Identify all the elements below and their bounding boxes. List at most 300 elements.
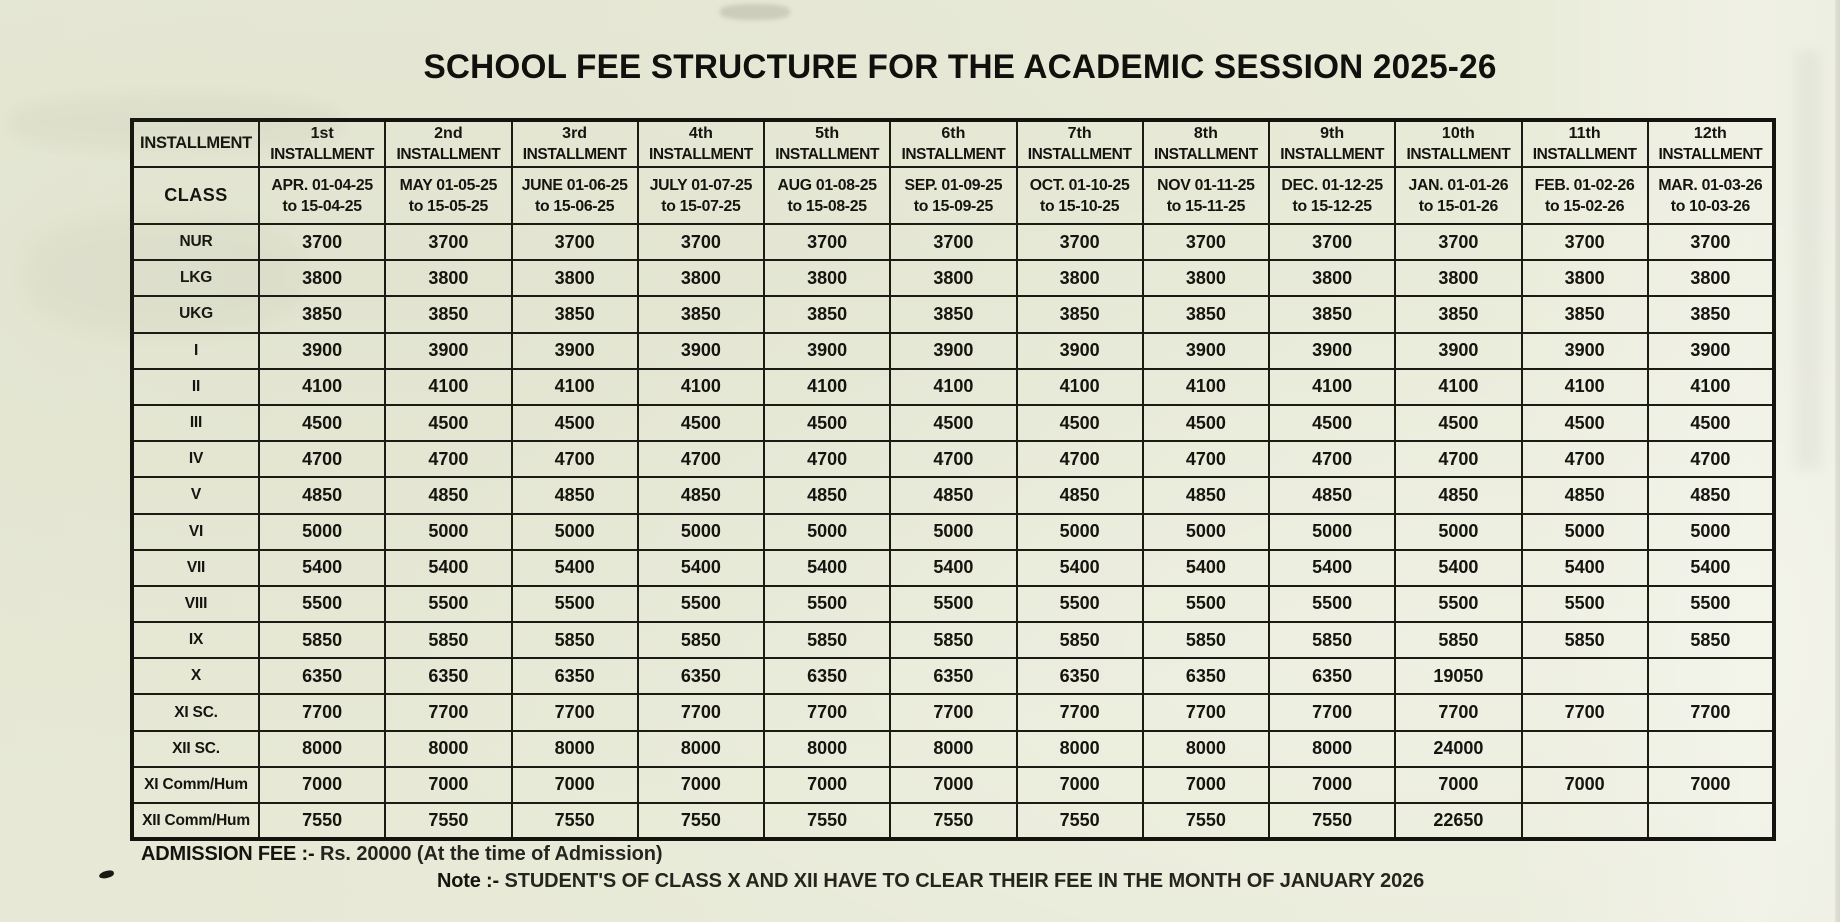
fee-cell: 5400 xyxy=(259,550,385,586)
fee-cell: 4700 xyxy=(1269,441,1395,477)
fee-cell xyxy=(1522,658,1648,694)
table-row xyxy=(132,477,1774,513)
period-end: to 15-11-25 xyxy=(1166,197,1246,215)
fee-cell: 3900 xyxy=(1143,333,1269,369)
fee-cell: 4500 xyxy=(1522,405,1648,441)
fee-cell: 4850 xyxy=(1017,477,1143,513)
table-row xyxy=(132,586,1774,622)
fee-cell: 7000 xyxy=(1395,767,1521,803)
fee-cell: 4850 xyxy=(1395,477,1521,513)
period-header-9th xyxy=(1269,167,1395,224)
table-row xyxy=(132,731,1774,767)
fee-cell: 5500 xyxy=(1143,586,1269,622)
class-label: IX xyxy=(132,622,259,658)
fee-cell: 4850 xyxy=(385,477,511,513)
period-header-1st xyxy=(259,167,385,224)
fee-cell: 3700 xyxy=(638,224,764,260)
fee-cell: 5500 xyxy=(1017,586,1143,622)
fee-cell: 7000 xyxy=(1522,767,1648,803)
fee-cell xyxy=(1648,658,1774,694)
fee-cell: 7700 xyxy=(1648,694,1774,730)
period-start: NOV 01-11-25 xyxy=(1157,176,1255,194)
fee-cell: 4500 xyxy=(512,405,638,441)
fee-cell: 3850 xyxy=(1395,296,1521,332)
period-header-6th xyxy=(890,167,1016,224)
fee-cell: 4100 xyxy=(1143,369,1269,405)
fee-cell: 4100 xyxy=(890,369,1016,405)
fee-cell: 3850 xyxy=(638,296,764,332)
fee-cell: 3900 xyxy=(638,333,764,369)
fee-cell: 3700 xyxy=(764,224,890,260)
fee-cell: 4700 xyxy=(638,441,764,477)
fee-cell: 6350 xyxy=(1143,658,1269,694)
fee-cell: 5850 xyxy=(259,622,385,658)
fee-cell: 4700 xyxy=(890,441,1016,477)
fee-cell: 3850 xyxy=(764,296,890,332)
fee-cell: 5500 xyxy=(638,586,764,622)
fee-cell: 8000 xyxy=(1017,731,1143,767)
fee-cell: 5500 xyxy=(1648,586,1774,622)
installment-ordinal: 6th xyxy=(941,125,966,142)
fee-cell: 4500 xyxy=(1395,405,1521,441)
installment-ordinal: 4th xyxy=(688,125,713,142)
fee-cell: 3900 xyxy=(1395,333,1521,369)
fee-cell: 3900 xyxy=(259,333,385,369)
class-label: X xyxy=(132,658,259,694)
fee-cell: 5000 xyxy=(385,514,511,550)
fee-cell: 22650 xyxy=(1395,803,1521,839)
fee-cell: 3800 xyxy=(1143,260,1269,296)
fee-cell: 3800 xyxy=(385,260,511,296)
fee-cell: 3800 xyxy=(764,260,890,296)
fee-cell: 4100 xyxy=(764,369,890,405)
fee-cell: 4700 xyxy=(512,441,638,477)
period-start: JUNE 01-06-25 xyxy=(521,176,628,194)
fee-cell: 4700 xyxy=(259,441,385,477)
fee-cell: 3850 xyxy=(1648,296,1774,332)
class-label: LKG xyxy=(132,260,259,296)
admission-fee-label: ADMISSION FEE :- xyxy=(141,843,315,865)
class-label: XI SC. xyxy=(132,694,259,730)
table-row xyxy=(132,550,1774,586)
header-row-periods xyxy=(132,167,1774,224)
fee-cell: 4500 xyxy=(259,405,385,441)
table-row xyxy=(132,622,1774,658)
corner-installment-header: INSTALLMENT xyxy=(132,120,259,167)
table-row xyxy=(132,224,1774,260)
class-label: II xyxy=(132,369,259,405)
fee-cell: 7700 xyxy=(259,694,385,730)
fee-cell: 4850 xyxy=(1648,477,1774,513)
fee-cell: 3900 xyxy=(1017,333,1143,369)
class-label: XI Comm/Hum xyxy=(132,767,259,803)
fee-cell: 4700 xyxy=(1143,441,1269,477)
fee-cell: 5850 xyxy=(385,622,511,658)
fee-cell: 4700 xyxy=(385,441,511,477)
fee-cell: 3900 xyxy=(1269,333,1395,369)
fee-cell: 4500 xyxy=(1017,405,1143,441)
table-row xyxy=(132,658,1774,694)
fee-cell: 4700 xyxy=(764,441,890,477)
fee-cell: 3800 xyxy=(1269,260,1395,296)
fee-cell: 3850 xyxy=(259,296,385,332)
installment-ordinal: 1st xyxy=(310,125,334,142)
fee-cell: 3700 xyxy=(1143,224,1269,260)
fee-cell: 7000 xyxy=(890,767,1016,803)
table-row xyxy=(132,369,1774,405)
period-end: to 15-02-26 xyxy=(1545,197,1625,215)
fee-cell xyxy=(1522,803,1648,839)
installment-ordinal: 5th xyxy=(815,125,840,142)
installment-ordinal: 7th xyxy=(1067,125,1092,142)
fee-cell: 5400 xyxy=(764,550,890,586)
installment-ordinal: 2nd xyxy=(434,125,463,142)
fee-cell: 5400 xyxy=(1395,550,1521,586)
fee-cell: 5850 xyxy=(764,622,890,658)
period-start: SEP. 01-09-25 xyxy=(904,176,1003,194)
period-end: to 15-07-25 xyxy=(661,197,741,215)
fee-cell: 4100 xyxy=(1522,369,1648,405)
installment-header-8th xyxy=(1143,120,1269,167)
fee-cell: 7550 xyxy=(259,803,385,839)
fee-cell: 5500 xyxy=(512,586,638,622)
fee-cell: 4850 xyxy=(1522,477,1648,513)
fee-cell: 4700 xyxy=(1395,441,1521,477)
fee-cell: 3700 xyxy=(1017,224,1143,260)
fee-cell: 4500 xyxy=(764,405,890,441)
fee-cell: 3900 xyxy=(890,333,1016,369)
fee-cell: 7550 xyxy=(764,803,890,839)
fee-cell: 7700 xyxy=(385,694,511,730)
period-header-11th xyxy=(1522,167,1648,224)
fee-cell: 5850 xyxy=(1648,622,1774,658)
fee-cell: 5000 xyxy=(512,514,638,550)
fee-cell: 7000 xyxy=(1143,767,1269,803)
admission-fee-text: Rs. 20000 (At the time of Admission) xyxy=(320,843,663,865)
fee-cell: 3800 xyxy=(638,260,764,296)
period-end: to 15-04-25 xyxy=(282,197,362,215)
fee-cell: 5400 xyxy=(1648,550,1774,586)
fee-cell: 4850 xyxy=(638,477,764,513)
fee-cell: 5850 xyxy=(890,622,1016,658)
fee-cell: 5400 xyxy=(1522,550,1648,586)
fee-cell: 7000 xyxy=(638,767,764,803)
fee-cell: 3800 xyxy=(1017,260,1143,296)
period-header-8th xyxy=(1143,167,1269,224)
scan-bleed-artifact xyxy=(720,4,790,20)
admission-fee-note xyxy=(141,843,662,866)
installment-label: INSTALLMENT xyxy=(1658,146,1763,163)
fee-cell: 3900 xyxy=(385,333,511,369)
note-text: STUDENT'S OF CLASS X AND XII HAVE TO CLEAR THEIR FEE IN THE MONTH OF JANUARY 2026 xyxy=(504,870,1425,892)
period-start: JAN. 01-01-26 xyxy=(1408,176,1509,194)
fee-cell: 7700 xyxy=(1269,694,1395,730)
period-end: to 15-10-25 xyxy=(1040,197,1120,215)
table-row xyxy=(132,333,1774,369)
fee-cell: 7000 xyxy=(385,767,511,803)
fee-cell: 4850 xyxy=(259,477,385,513)
fee-cell: 3700 xyxy=(1522,224,1648,260)
fee-cell: 7550 xyxy=(890,803,1016,839)
period-start: JULY 01-07-25 xyxy=(649,176,753,194)
fee-cell: 3850 xyxy=(1017,296,1143,332)
fee-cell: 5000 xyxy=(1648,514,1774,550)
period-header-2nd xyxy=(385,167,511,224)
period-start: OCT. 01-10-25 xyxy=(1029,176,1130,194)
page-title: SCHOOL FEE STRUCTURE FOR THE ACADEMIC SESSION 2025-26 xyxy=(423,48,1497,86)
fee-cell: 7700 xyxy=(1017,694,1143,730)
fee-cell: 6350 xyxy=(512,658,638,694)
fee-cell: 3800 xyxy=(1395,260,1521,296)
fee-cell: 6350 xyxy=(638,658,764,694)
fee-cell: 4100 xyxy=(259,369,385,405)
fee-cell: 5000 xyxy=(1017,514,1143,550)
fee-cell: 3900 xyxy=(764,333,890,369)
fee-cell: 4850 xyxy=(1269,477,1395,513)
fee-cell: 8000 xyxy=(259,731,385,767)
fee-cell: 4100 xyxy=(1395,369,1521,405)
header-row-installments xyxy=(132,120,1774,167)
class-label: XII SC. xyxy=(132,731,259,767)
fee-cell: 7700 xyxy=(512,694,638,730)
fee-cell: 4100 xyxy=(638,369,764,405)
fee-cell: 5500 xyxy=(764,586,890,622)
table-row xyxy=(132,767,1774,803)
fee-cell: 3900 xyxy=(1522,333,1648,369)
fee-cell: 5400 xyxy=(512,550,638,586)
fee-cell: 5400 xyxy=(1017,550,1143,586)
fee-cell: 4700 xyxy=(1522,441,1648,477)
fee-cell: 7550 xyxy=(385,803,511,839)
class-label: IV xyxy=(132,441,259,477)
fee-cell: 3700 xyxy=(1395,224,1521,260)
fee-cell: 5850 xyxy=(512,622,638,658)
period-start: MAY 01-05-25 xyxy=(399,176,498,194)
period-header-3rd xyxy=(512,167,638,224)
class-label: VI xyxy=(132,514,259,550)
installment-label: INSTALLMENT xyxy=(1027,146,1132,163)
fee-cell: 8000 xyxy=(890,731,1016,767)
fee-cell: 7700 xyxy=(638,694,764,730)
fee-cell: 4100 xyxy=(385,369,511,405)
installment-label: INSTALLMENT xyxy=(775,146,880,163)
fee-cell: 19050 xyxy=(1395,658,1521,694)
installment-label: INSTALLMENT xyxy=(1280,146,1385,163)
fee-cell: 3700 xyxy=(890,224,1016,260)
installment-ordinal: 8th xyxy=(1193,125,1218,142)
fee-cell: 4100 xyxy=(1648,369,1774,405)
installment-header-4th xyxy=(638,120,764,167)
fee-cell: 7550 xyxy=(1017,803,1143,839)
fee-cell: 5850 xyxy=(638,622,764,658)
period-end: to 10-03-26 xyxy=(1670,197,1750,215)
fee-cell: 6350 xyxy=(385,658,511,694)
fee-cell: 4500 xyxy=(1648,405,1774,441)
installment-label: INSTALLMENT xyxy=(522,146,627,163)
fee-cell: 8000 xyxy=(512,731,638,767)
fee-cell: 4500 xyxy=(890,405,1016,441)
installment-header-3rd xyxy=(512,120,638,167)
fee-cell: 5400 xyxy=(890,550,1016,586)
fee-cell: 4500 xyxy=(1143,405,1269,441)
fee-cell: 4100 xyxy=(512,369,638,405)
class-label: VII xyxy=(132,550,259,586)
installment-header-7th xyxy=(1017,120,1143,167)
fee-cell: 4700 xyxy=(1017,441,1143,477)
page-edge-artifact xyxy=(1835,0,1840,922)
fee-cell: 6350 xyxy=(1017,658,1143,694)
fee-cell: 5000 xyxy=(1522,514,1648,550)
fee-cell: 7700 xyxy=(1143,694,1269,730)
fee-cell: 6350 xyxy=(890,658,1016,694)
fee-cell: 7000 xyxy=(512,767,638,803)
fee-cell: 7700 xyxy=(890,694,1016,730)
fee-cell: 5000 xyxy=(1269,514,1395,550)
fee-cell: 8000 xyxy=(638,731,764,767)
fee-cell: 7000 xyxy=(1269,767,1395,803)
period-end: to 15-09-25 xyxy=(913,197,993,215)
table-row xyxy=(132,405,1774,441)
fee-cell: 4500 xyxy=(638,405,764,441)
period-end: to 15-05-25 xyxy=(408,197,488,215)
fee-cell: 3850 xyxy=(1522,296,1648,332)
fee-cell: 4500 xyxy=(385,405,511,441)
fee-cell: 3850 xyxy=(1269,296,1395,332)
fee-cell: 4850 xyxy=(1143,477,1269,513)
fee-cell: 5400 xyxy=(385,550,511,586)
fee-cell: 5500 xyxy=(890,586,1016,622)
installment-label: INSTALLMENT xyxy=(1406,146,1511,163)
installment-label: INSTALLMENT xyxy=(1532,146,1637,163)
fee-cell: 8000 xyxy=(1143,731,1269,767)
installment-label: INSTALLMENT xyxy=(901,146,1006,163)
fee-cell: 5850 xyxy=(1269,622,1395,658)
fee-cell: 4850 xyxy=(764,477,890,513)
table-row xyxy=(132,441,1774,477)
fee-cell: 5000 xyxy=(890,514,1016,550)
fee-cell: 3850 xyxy=(1143,296,1269,332)
installment-header-12th xyxy=(1648,120,1774,167)
fee-cell: 5500 xyxy=(1269,586,1395,622)
fee-cell: 3700 xyxy=(1648,224,1774,260)
fee-cell: 5400 xyxy=(1143,550,1269,586)
table-row xyxy=(132,694,1774,730)
installment-header-5th xyxy=(764,120,890,167)
period-start: MAR. 01-03-26 xyxy=(1658,176,1763,194)
table-body xyxy=(132,224,1774,839)
fee-cell: 3850 xyxy=(512,296,638,332)
fee-cell: 3800 xyxy=(512,260,638,296)
fee-cell: 7000 xyxy=(764,767,890,803)
fee-cell: 3700 xyxy=(385,224,511,260)
installment-ordinal: 12th xyxy=(1693,125,1727,142)
period-start: AUG 01-08-25 xyxy=(777,176,877,194)
fee-cell: 5500 xyxy=(1522,586,1648,622)
fee-cell: 4100 xyxy=(1017,369,1143,405)
installment-ordinal: 11th xyxy=(1568,125,1601,142)
fee-cell xyxy=(1648,803,1774,839)
fee-structure-table xyxy=(130,118,1776,841)
fee-cell: 24000 xyxy=(1395,731,1521,767)
period-header-7th xyxy=(1017,167,1143,224)
fee-cell: 5500 xyxy=(259,586,385,622)
fee-cell: 7700 xyxy=(1395,694,1521,730)
period-start: FEB. 01-02-26 xyxy=(1534,176,1635,194)
fee-cell: 4850 xyxy=(512,477,638,513)
fee-cell: 7550 xyxy=(1143,803,1269,839)
installment-ordinal: 3rd xyxy=(562,125,588,142)
fee-cell: 6350 xyxy=(1269,658,1395,694)
fee-cell: 8000 xyxy=(764,731,890,767)
period-header-5th xyxy=(764,167,890,224)
class-label: V xyxy=(132,477,259,513)
class-label: VIII xyxy=(132,586,259,622)
class-label: I xyxy=(132,333,259,369)
installment-header-2nd xyxy=(385,120,511,167)
fee-cell: 3800 xyxy=(1522,260,1648,296)
table-row xyxy=(132,296,1774,332)
fee-cell: 7000 xyxy=(1648,767,1774,803)
table-row xyxy=(132,803,1774,839)
fee-cell: 3800 xyxy=(1648,260,1774,296)
period-end: to 15-08-25 xyxy=(787,197,867,215)
installment-header-9th xyxy=(1269,120,1395,167)
period-end: to 15-06-25 xyxy=(535,197,615,215)
table-row xyxy=(132,260,1774,296)
ink-speck-artifact xyxy=(98,870,114,880)
fee-cell: 3800 xyxy=(890,260,1016,296)
fee-cell: 6350 xyxy=(259,658,385,694)
installment-ordinal: 9th xyxy=(1320,125,1345,142)
corner-class-header: CLASS xyxy=(132,167,259,224)
period-start: DEC. 01-12-25 xyxy=(1281,176,1383,194)
fee-cell: 3850 xyxy=(385,296,511,332)
january-clearance-note xyxy=(437,870,1424,893)
fee-cell: 4850 xyxy=(890,477,1016,513)
period-end: to 15-01-26 xyxy=(1418,197,1498,215)
installment-header-10th xyxy=(1395,120,1521,167)
fee-cell xyxy=(1522,731,1648,767)
installment-label: INSTALLMENT xyxy=(270,146,375,163)
fee-cell: 6350 xyxy=(764,658,890,694)
class-label: III xyxy=(132,405,259,441)
fee-cell: 5400 xyxy=(1269,550,1395,586)
period-start: APR. 01-04-25 xyxy=(271,176,373,194)
fee-cell: 5000 xyxy=(1143,514,1269,550)
installment-label: INSTALLMENT xyxy=(396,146,501,163)
fee-cell: 5850 xyxy=(1143,622,1269,658)
fee-cell: 5500 xyxy=(1395,586,1521,622)
fee-cell: 7000 xyxy=(259,767,385,803)
table-header xyxy=(132,120,1774,224)
class-label: UKG xyxy=(132,296,259,332)
fee-cell: 3700 xyxy=(512,224,638,260)
period-header-10th xyxy=(1395,167,1521,224)
fee-cell xyxy=(1648,731,1774,767)
fee-cell: 7550 xyxy=(638,803,764,839)
fee-cell: 8000 xyxy=(1269,731,1395,767)
fee-cell: 7700 xyxy=(764,694,890,730)
period-header-12th xyxy=(1648,167,1774,224)
fee-cell: 3700 xyxy=(259,224,385,260)
fee-cell: 5000 xyxy=(259,514,385,550)
period-header-4th xyxy=(638,167,764,224)
installment-header-1st xyxy=(259,120,385,167)
fee-cell: 3850 xyxy=(890,296,1016,332)
installment-header-6th xyxy=(890,120,1016,167)
fee-cell: 8000 xyxy=(385,731,511,767)
installment-label: INSTALLMENT xyxy=(1153,146,1258,163)
